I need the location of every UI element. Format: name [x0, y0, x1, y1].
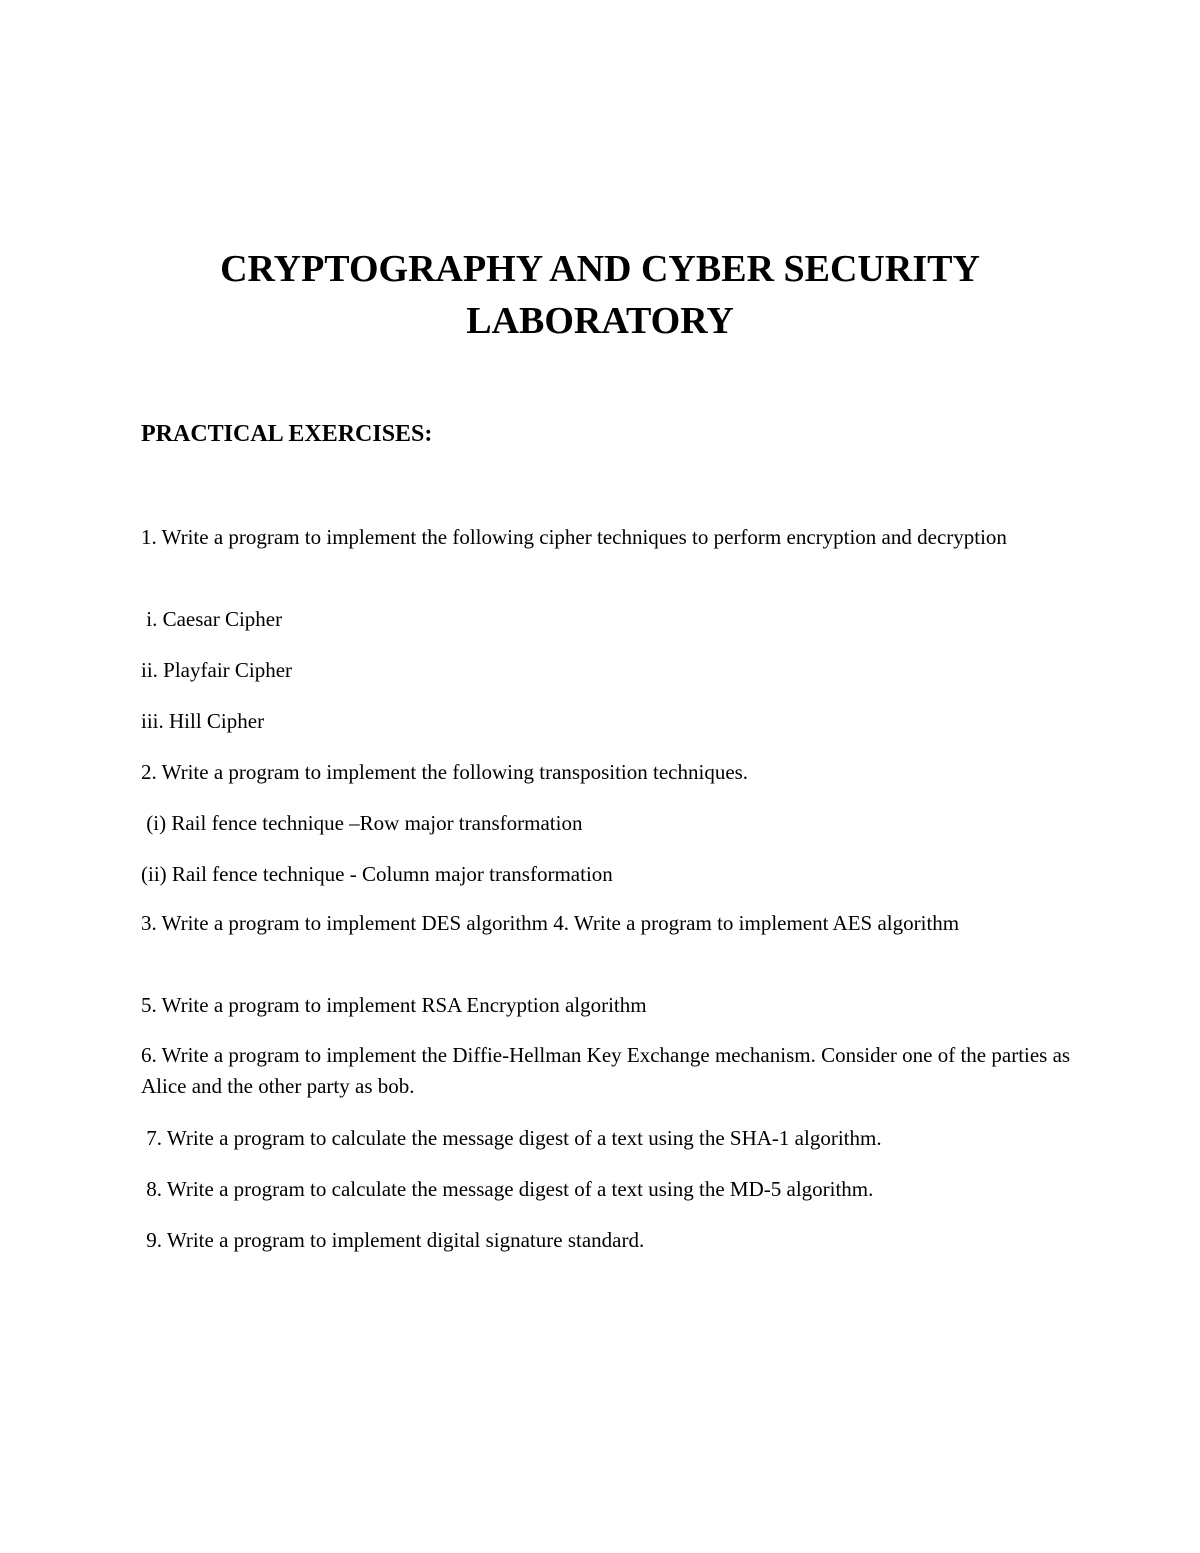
document-title-line-2: LABORATORY [466, 300, 734, 342]
exercise-9: 9. Write a program to implement digital signature standard. [141, 1228, 645, 1252]
exercise-8: 8. Write a program to calculate the message digest of a text using the MD-5 algorithm. [141, 1177, 874, 1201]
exercise-2: 2. Write a program to implement the following transposition techniques. [141, 760, 749, 784]
exercise-3-and-4: 3. Write a program to implement DES algorithm 4. Write a program to implement AES algorithm [141, 911, 960, 935]
document-title [0, 243, 1200, 347]
exercise-5: 5. Write a program to implement RSA Encryption algorithm [141, 993, 647, 1017]
exercise-6: 6. Write a program to implement the Diffie-Hellman Key Exchange mechanism. Consider one of the parties as Alice and the other party as bob. [141, 1043, 1075, 1098]
exercise-7: 7. Write a program to calculate the message digest of a text using the SHA-1 algorithm. [141, 1126, 882, 1150]
document-title-line-1: CRYPTOGRAPHY AND CYBER SECURITY [220, 248, 980, 290]
exercise-2-subitem-i: (i) Rail fence technique –Row major transformation [141, 811, 583, 835]
exercise-1-subitem-ii: ii. Playfair Cipher [141, 658, 293, 682]
exercise-1: 1. Write a program to implement the following cipher techniques to perform encryption and decryption [141, 525, 1007, 549]
exercise-2-subitem-ii: (ii) Rail fence technique - Column major transformation [141, 862, 613, 886]
section-heading: PRACTICAL EXERCISES: [141, 421, 433, 447]
exercise-1-subitem-i: i. Caesar Cipher [141, 607, 283, 631]
exercise-1-subitem-iii: iii. Hill Cipher [141, 709, 265, 733]
